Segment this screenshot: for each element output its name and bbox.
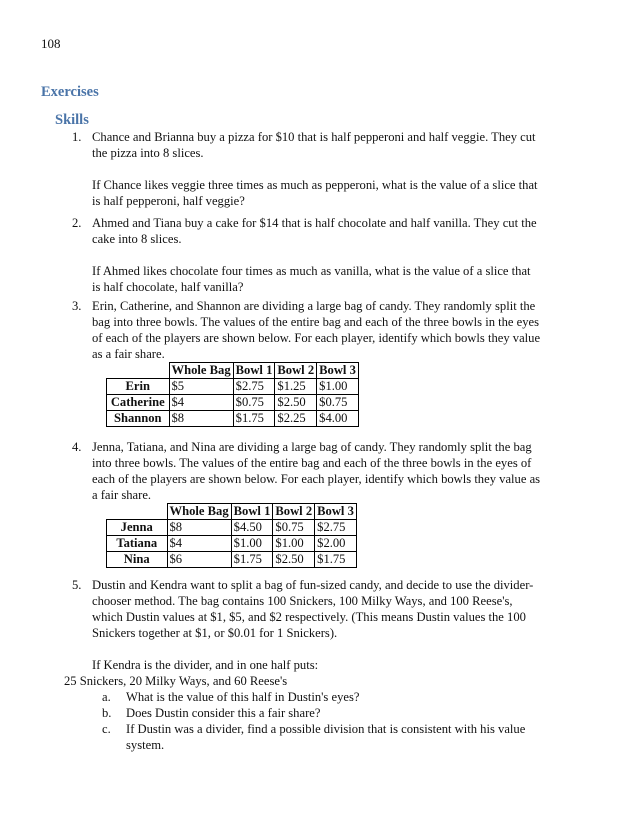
exercise-number: 1.: [72, 130, 82, 144]
page-number: 108: [41, 36, 61, 51]
table-corner: [107, 363, 170, 379]
table-cell: $8: [169, 411, 233, 427]
exercise-scenario: If Kendra is the divider, and in one half puts:: [92, 658, 319, 672]
player-name: Nina: [107, 552, 168, 568]
player-name: Erin: [107, 379, 170, 395]
exercise-text: Ahmed and Tiana buy a cake for $14 that is half chocolate and half vanilla. They cut the cake into 8 slices.: [92, 216, 537, 246]
sub-question: [102, 689, 542, 705]
table-cell: $2.50: [273, 552, 315, 568]
table-header: Whole Bag: [167, 504, 231, 520]
exercise-number: 2.: [72, 216, 82, 230]
table-cell: $4: [167, 536, 231, 552]
table-cell: $4: [169, 395, 233, 411]
exercise-text: Erin, Catherine, and Shannon are dividing a large bag of candy. They randomly split the bag into three bowls. The values of the entire bag and each of the three bowls in the eyes of each of the players are shown below. For each player, identify which bowls they value as a fair share.: [92, 299, 541, 361]
table-header: Bowl 1: [231, 504, 273, 520]
table-cell: $1.75: [315, 552, 357, 568]
sub-question: [102, 721, 542, 753]
table-cell: $0.75: [273, 520, 315, 536]
table-header-row: [107, 363, 359, 379]
table-header: Bowl 1: [233, 363, 275, 379]
values-table-3: [106, 362, 359, 427]
exercise-number: 5.: [72, 578, 82, 592]
table-cell: $6: [167, 552, 231, 568]
sub-question-text: If Dustin was a divider, find a possible division that is consistent with his value system.: [126, 722, 526, 752]
exercise-4: [72, 439, 542, 568]
table-header-row: [107, 504, 357, 520]
table-corner: [107, 504, 168, 520]
sub-question-letter: b.: [102, 706, 112, 720]
table-cell: $1.00: [273, 536, 315, 552]
exercise-number: 4.: [72, 440, 82, 454]
table-cell: $8: [167, 520, 231, 536]
player-name: Catherine: [107, 395, 170, 411]
exercise-5: [64, 577, 542, 753]
exercise-3: [72, 298, 542, 427]
table-cell: $1.75: [231, 552, 273, 568]
exercise-division: 25 Snickers, 20 Milky Ways, and 60 Reese's: [64, 674, 288, 688]
table-header: Bowl 2: [275, 363, 317, 379]
exercise-number: 3.: [72, 299, 82, 313]
sub-question-text: Does Dustin consider this a fair share?: [126, 706, 321, 720]
table-header: Bowl 3: [315, 504, 357, 520]
table-row: [107, 552, 357, 568]
exercise-question: If Ahmed likes chocolate four times as much as vanilla, what is the value of a slice that is half chocolate, half vanilla?: [92, 264, 531, 294]
table-header: Bowl 2: [273, 504, 315, 520]
player-name: Jenna: [107, 520, 168, 536]
table-cell: $5: [169, 379, 233, 395]
table-cell: $2.75: [233, 379, 275, 395]
player-name: Tatiana: [107, 536, 168, 552]
exercise-text: Dustin and Kendra want to split a bag of fun-sized candy, and decide to use the divider-chooser method. The bag contains 100 Snickers, 100 Milky Ways, and 100 Reese's, which Dustin values at $1, $5, and $2 respectively. (This means Dustin values the 100 Snickers together at $1, or $0.01 for 1 Snickers).: [92, 578, 534, 640]
table-cell: $2.75: [315, 520, 357, 536]
table-cell: $1.75: [233, 411, 275, 427]
sub-question-letter: c.: [102, 722, 111, 736]
table-cell: $2.50: [275, 395, 317, 411]
table-header: Bowl 3: [317, 363, 359, 379]
table-header: Whole Bag: [169, 363, 233, 379]
table-row: [107, 536, 357, 552]
sub-questions: [92, 689, 542, 753]
heading-skills: Skills: [55, 112, 89, 128]
table-row: [107, 520, 357, 536]
values-table-4: [106, 503, 357, 568]
table-cell: $2.00: [315, 536, 357, 552]
sub-question-letter: a.: [102, 690, 111, 704]
table-cell: $0.75: [317, 395, 359, 411]
sub-question-text: What is the value of this half in Dustin's eyes?: [126, 690, 360, 704]
table-cell: $1.00: [317, 379, 359, 395]
table-row: [107, 379, 359, 395]
table-cell: $4.50: [231, 520, 273, 536]
table-cell: $1.25: [275, 379, 317, 395]
table-cell: $1.00: [231, 536, 273, 552]
exercise-question: If Chance likes veggie three times as much as pepperoni, what is the value of a slice that is half pepperoni, half veggie?: [92, 178, 538, 208]
table-cell: $4.00: [317, 411, 359, 427]
exercise-text: Chance and Brianna buy a pizza for $10 that is half pepperoni and half veggie. They cut the pizza into 8 slices.: [92, 130, 536, 160]
table-cell: $0.75: [233, 395, 275, 411]
player-name: Shannon: [107, 411, 170, 427]
heading-exercises: Exercises: [41, 84, 99, 100]
table-row: [107, 395, 359, 411]
table-cell: $2.25: [275, 411, 317, 427]
exercise-2: [72, 215, 542, 295]
sub-question: [102, 705, 542, 721]
exercise-text: Jenna, Tatiana, and Nina are dividing a large bag of candy. They randomly split the bag into three bowls. The values of the entire bag and each of the three bowls in the eyes of each of the players are shown below. For each player, identify which bowls they value as a fair share.: [92, 440, 541, 502]
table-row: [107, 411, 359, 427]
exercise-1: [72, 129, 542, 209]
